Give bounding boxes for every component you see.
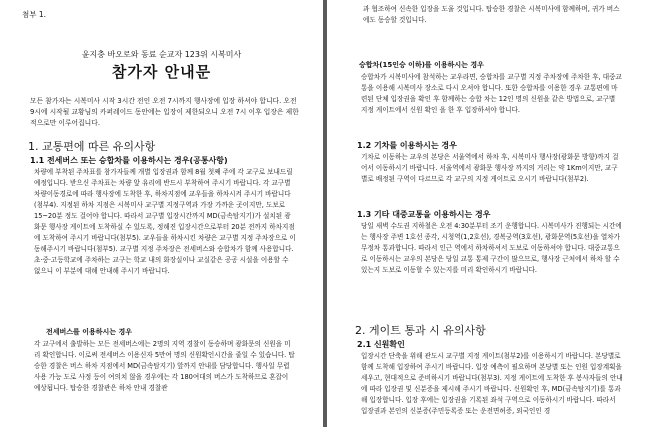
section-2-heading: 2. 게이트 통과 시 유의사항: [355, 324, 486, 337]
bus-text: 각 교구에서 출발하는 모든 전세버스에는 2명의 지역 경찰이 동승하며 광화문의 신원을 미리 확인합니다. 이로써 전세버스 이용신자 5만여 명의 신원확인시간을 줄일 수 있습니다. 탑승한 경찰은 버스 하차 지점에서 MD(금속탐지기) 앞까지 안내를 담당합니다. 행사일 무렵 사용 가능 도로 사정 등이 여의치 않을 경우에는 각 180여대의 버스가 도착하므로 혼잡이 예상됩니다. 탑승한 경찰관은 하차 안내 경찰관: [34, 340, 295, 392]
section-1-heading: 1. 교통편에 따른 유의사항: [28, 140, 156, 153]
section-1-1-heading: 1.1 전세버스 또는 승합차를 이용하시는 경우(공통사항): [30, 156, 228, 165]
document-subtitle: 윤지충 바오로와 동료 순교자 123위 시복미사: [81, 50, 242, 59]
section-2-1-text: 입장시간 단축을 위해 관도시 교구별 지정 게이트(첨부2)를 이용하시기 바랍니다. 본당별로 함께 도착해 입장하여 주시기 바랍니다. 입장 예측이 필요하며 본당별 또는 인원 입장계획을 세우고, 현대적으로 준비하시기 바랍니다(첨부3). 지정 게이트에 도착한 후 봉사자들의 안내에 따라 입장권 및 신분증을 제시해 주시기 바랍니다. 신원확인 후, MD(금속탐지기)를 통과해 입장합니다. 입장 후에는 입장권을 기록된 좌석 구역으로 이동하시기 바랍니다. 따라서 입장권과 본인의 신분증(주민등록증 또는 운전면허증, 외국인인 경: [361, 352, 623, 415]
right-top-text: 과 협조하여 신속한 입장을 도울 것입니다. 탑승한 경찰은 시복미사에 함께하며, 귀가 버스에도 동승할 것입니다.: [363, 5, 620, 24]
document-page-right: [327, 0, 650, 427]
bus-heading: 전세버스를 이용하시는 경우: [46, 328, 133, 336]
section-1-3-heading: 1.3 기타 대중교통을 이용하시는 경우: [357, 210, 491, 219]
section-1-3-text: 당일 새벽 수도권 지하철은 오전 4:30분부터 조기 운행합니다. 시복미사가 진행되는 시간에는 행사장 주변 1호선 종각, 시청역(1,2호선), 경복궁역(3호선), 광화문역(5호선)을 열차가 무정차 통과합니다. 따라서 인근 역에서 하차하셔서 도보로 이동하셔야 합니다. 대중교통으로 이동하시는 교우의 본당은 당일 교통 통제 구간이 많으므로, 행사장 근처에서 하차 할 수 있는지 도보로 이동할 수 있는지를 미리 확인하시기 바랍니다.: [361, 222, 622, 274]
van-heading: 승합차(15인승 이하)를 이용하시는 경우: [359, 61, 484, 69]
section-2-1-heading: 2.1 신원확인: [357, 340, 405, 349]
document-page-left: [0, 0, 323, 427]
attachment-label: 첨부 1.: [22, 10, 47, 19]
section-1-2-heading: 1.2 기차를 이용하시는 경우: [357, 141, 457, 150]
document-title: 참가자 안내문: [111, 63, 212, 81]
van-text: 승합차가 시복미사에 참석하는 교우라면, 승합차를 교구별 지정 주차장에 주차한 후, 대중교통을 이용해 시복미사 장소로 다시 오셔야 합니다. 또한 승합차를 이용한 경우 교통편에 마련된 단체 입장권을 확인 후 함께하는 승합 차는 12인 명의 신원을 같은 방법으로, 교구별 지정 게이트에서 신원 확인 을 한 후 입장하셔야 합니다.: [361, 73, 622, 114]
intro-paragraph: 모든 참가자는 시복미사 시작 3시간 전인 오전 7시까지 행사장에 입장 하셔야 합니다. 오전 9시에 시작될 교황님의 카퍼레이드 동안에는 입장이 제한되오니 오전 7시 이후 입장은 제한적으로만 이루어집니다.: [30, 97, 299, 127]
section-1-1-text: 차량에 부착된 주차표를 참가자들께 개별 입장권과 함께 8월 첫째 주에 각 교구로 보내드릴 예정입니다. 받으신 주차표는 차량 앞 유리에 반드시 부착하여 주시기 바랍니다. 각 교구별 차량이동경로에 따라 행사장에 도착한 후, 하차지점에 교우들을 하차시켜 주시기 바랍니다(첨부4). 지정된 하차 지점은 시복미사 교구별 지정구역과 가장 가까운 곳이지만, 도보로 15~20분 정도 걸어야 합니다. 따라서 교구별 입장시간까지 MD(금속탐지기)가 설치된 광화문 행사장 게이트에 도착하실 수 있도록, 정해진 입장시간으로부터 20분 전까지 하차지점에 도착하여 주시기 바랍니다(첨부5). 교우들을 하차시킨 차량은 교구별 지정 주차장으로 이동해주시기 바랍니다(첨부5). 교구별 지정 주차장은 전세버스와 승합차가 함께 사용합니다. 초·중·고등학교에 주차하는 교구는 학교 내의 화장실이나 교실같은 공공 시설을 이용할 수 없으니 이 부분에 대해 안내해 주시기 바랍니다.: [34, 168, 296, 275]
section-1-2-text: 기차로 이동하는 교우의 본당은 서울역에서 하차 후, 시복미사 행사장(광화문 방향)까지 걸어서 이동하시기 바랍니다. 서울역에서 광화문 행사장 까지의 거리는 약 1Km이지만, 교구별로 배정된 구역이 다르므로 각 교구의 지정 게이트로 오시기 바랍니다(첨부2).: [361, 153, 619, 183]
